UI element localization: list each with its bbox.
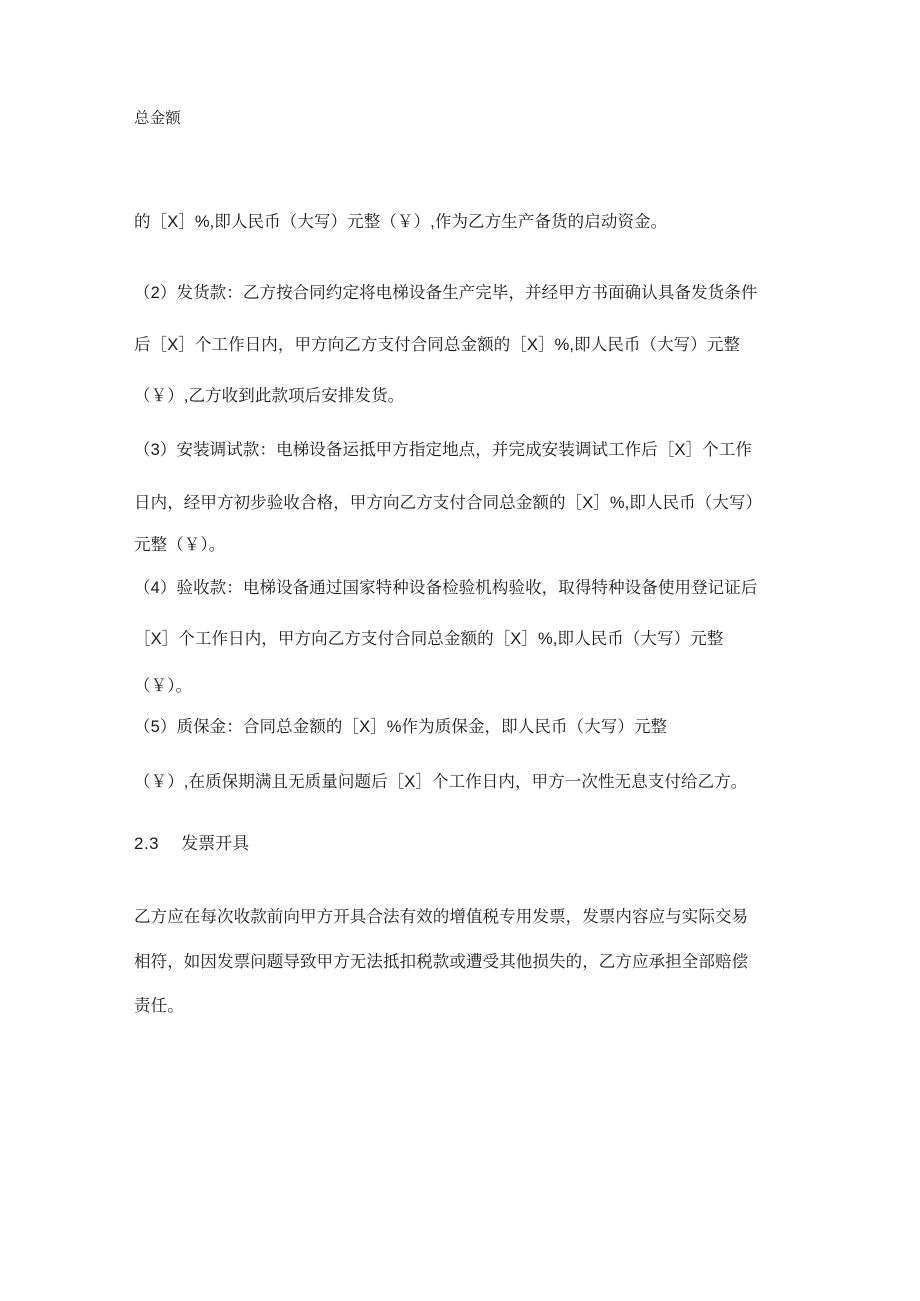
paragraph-3-line-3: 元整（￥）。 [134,536,226,554]
paragraph-2-line-3: （￥）,乙方收到此款项后安排发货。 [134,387,405,405]
paragraph-4-line-3: （￥）。 [134,677,193,695]
paragraph-5-line-2: （￥）,在质保期满且无质量问题后［X］个工作日内，甲方一次性无息支付给乙方。 [134,773,748,791]
paragraph-6-line-1: 乙方应在每次收款前向甲方开具合法有效的增值税专用发票，发票内容应与实际交易 [134,908,749,926]
paragraph-4-line-2: ［X］个工作日内，甲方向乙方支付合同总金额的［X］%,即人民币（大写）元整 [134,630,724,648]
paragraph-3-line-2: 日内，经甲方初步验收合格，甲方向乙方支付合同总金额的［X］%,即人民币（大写） [134,494,763,512]
paragraph-6-line-2: 相符，如因发票问题导致甲方无法抵扣税款或遭受其他损失的，乙方应承担全部赔偿 [134,953,749,971]
paragraph-1-line-1: 的［X］%,即人民币（大写）元整（￥）,作为乙方生产备货的启动资金。 [134,213,668,231]
paragraph-5-line-1: （5）质保金：合同总金额的［X］%作为质保金，即人民币（大写）元整 [134,718,668,736]
paragraph-2-line-2: 后［X］个工作日内，甲方向乙方支付合同总金额的［X］%,即人民币（大写）元整 [134,336,741,354]
paragraph-2-line-1: （2）发货款：乙方按合同约定将电梯设备生产完毕，并经甲方书面确认具备发货条件 [134,284,758,302]
continuation-fragment: 总金额 [134,110,181,127]
section-title: 发票开具 [181,834,250,853]
section-heading-2-3 [134,833,249,855]
section-number: 2.3 [134,834,160,853]
paragraph-6-line-3: 责任。 [134,997,184,1015]
paragraph-3-line-1: （3）安装调试款：电梯设备运抵甲方指定地点，并完成安装调试工作后［X］个工作 [134,441,752,459]
paragraph-4-line-1: （4）验收款：电梯设备通过国家特种设备检验机构验收，取得特种设备使用登记证后 [134,579,758,597]
